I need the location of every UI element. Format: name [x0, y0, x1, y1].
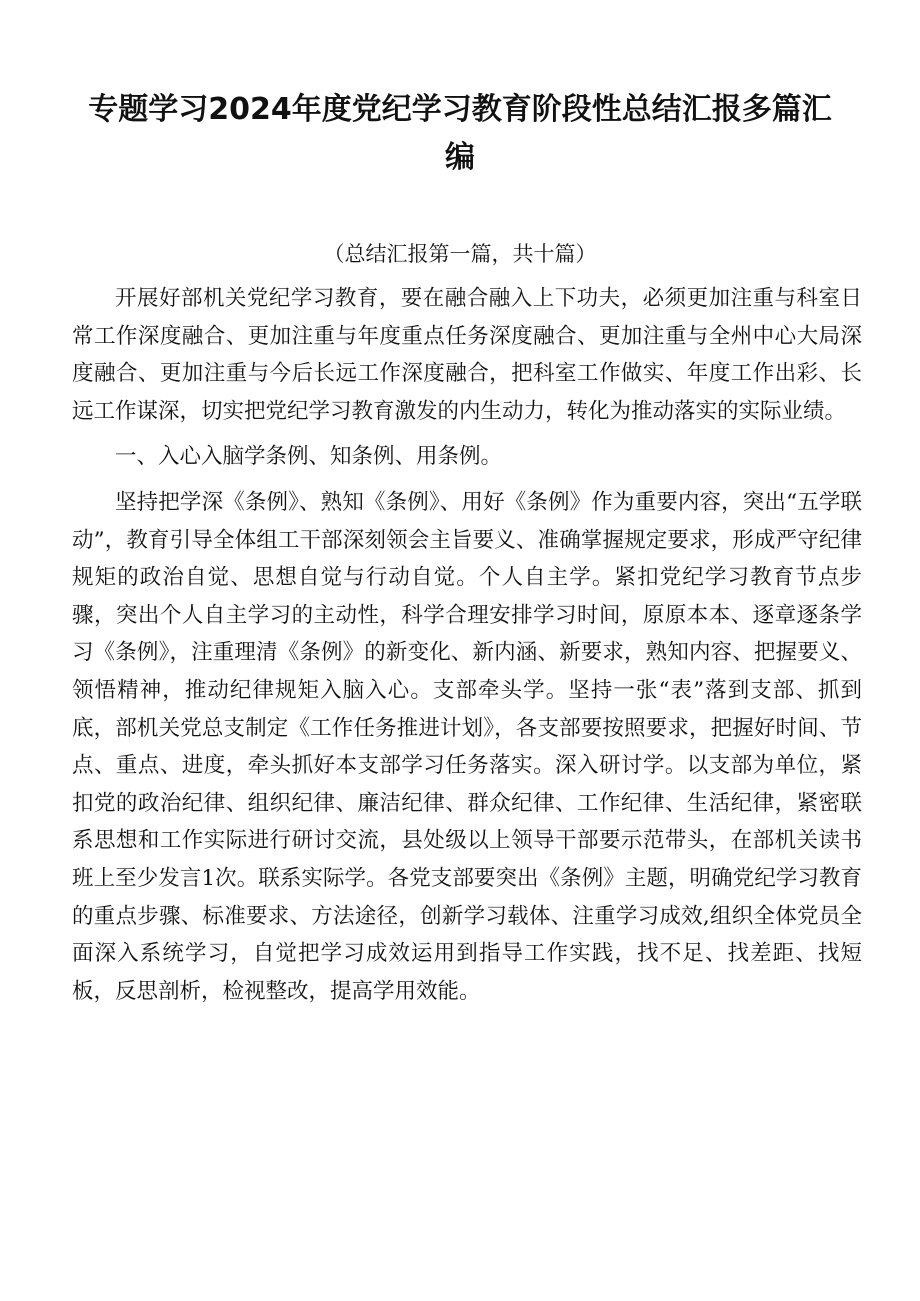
paragraph-intro: 开展好部机关党纪学习教育，要在融合融入上下功夫，必须更加注重与科室日常工作深度融合、更加注重与年度重点任务深度融合、更加注重与全州中心大局深度融合、更加注重与今后长远工作深度融合，把科室工作做实、年度工作出彩、长远工作谋深，切实把党纪学习教育激发的内生动力，转化为推动落实的实际业绩。: [72, 286, 862, 424]
document-title: 专题学习2024年度党纪学习教育阶段性总结汇报多篇汇编: [88, 92, 832, 175]
document-subtitle: （总结汇报第一篇，共十篇）: [323, 242, 597, 266]
document-body: [72, 280, 862, 1018]
section-heading-1: 一、入心入脑学条例、知条例、用条例。: [115, 444, 503, 470]
paragraph-section-1: 坚持把学深《条例》、熟知《条例》、用好《条例》作为重要内容，突出“五学联动”，教育引导全体组工干部深刻领会主旨要义、准确掌握规定要求，形成严守纪律规矩的政治自觉、思想自觉与行动自觉。个人自主学。紧扣党纪学习教育节点步骤，突出个人自主学习的主动性，科学合理安排学习时间，原原本本、逐章逐条学习《条例》，注重理清《条例》的新变化、新内涵、新要求，熟知内容、把握要义、领悟精神，推动纪律规矩入脑入心。支部牵头学。坚持一张“表”落到支部、抓到底，部机关党总支制定《工作任务推进计划》，各支部要按照要求，把握好时间、节点、重点、进度，牵头抓好本支部学习任务落实。深入研讨学。以支部为单位，紧扣党的政治纪律、组织纪律、廉洁纪律、群众纪律、工作纪律、生活纪律，紧密联系思想和工作实际进行研讨交流，县处级以上领导干部要示范带头，在部机关读书班上至少发言1次。联系实际学。各党支部要突出《条例》主题，明确党纪学习教育的重点步骤、标准要求、方法途径，创新学习载体、注重学习成效,组织全体党员全面深入系统学习，自觉把学习成效运用到指导工作实践，找不足、找差距、找短板，反思剖析，检视整改，提高学用效能。: [72, 489, 862, 1004]
